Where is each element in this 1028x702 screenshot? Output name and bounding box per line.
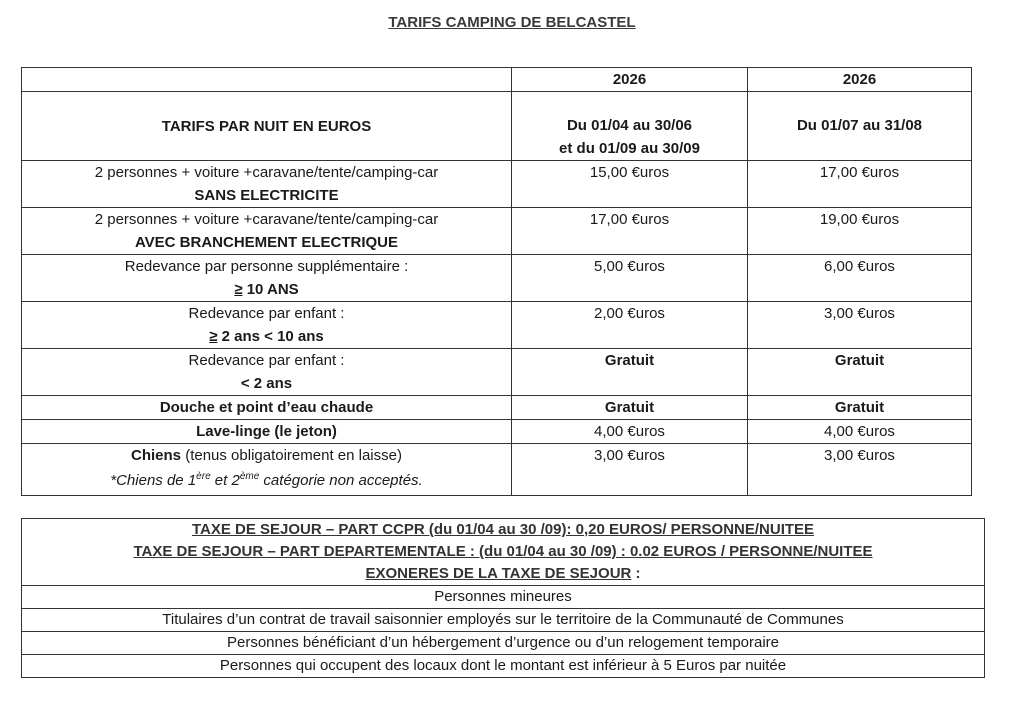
header-empty-cell <box>22 68 512 92</box>
price-period-1: 5,00 €uros <box>512 255 748 302</box>
taxe-header: TAXE DE SEJOUR – PART CCPR (du 01/04 au 30 /09): 0,20 EUROS/ PERSONNE/NUITEE TAXE DE SEJOUR – PART DEPARTEMENTALE : (du 01/04 au 30 /09) : 0.02 EUROS / PERSONNE/NUITEE EXONERES DE LA TAXE DE SEJOUR : <box>22 519 985 586</box>
table-row <box>22 444 972 496</box>
row-label: Douche et point d’eau chaude <box>22 396 512 420</box>
price-period-1: 3,00 €uros <box>512 444 748 496</box>
price-period-1: Gratuit <box>512 396 748 420</box>
tarifs-table <box>21 67 972 496</box>
note-chiens: *Chiens de 1ère et 2ème catégorie non acceptés. <box>110 471 423 489</box>
price-period-1: 17,00 €uros <box>512 208 748 255</box>
table-row <box>22 302 972 349</box>
row-label: Lave-linge (le jeton) <box>22 420 512 444</box>
table-row <box>22 161 972 208</box>
header-label: TARIFS PAR NUIT EN EUROS <box>22 92 512 161</box>
price-period-1: Gratuit <box>512 349 748 396</box>
table-row <box>22 396 972 420</box>
row-label: 2 personnes + voiture +caravane/tente/camping-car AVEC BRANCHEMENT ELECTRIQUE <box>22 208 512 255</box>
row-label: Redevance par enfant : < 2 ans <box>22 349 512 396</box>
row-label: Redevance par enfant : ≥ 2 ans < 10 ans <box>22 302 512 349</box>
table-row <box>22 349 972 396</box>
list-item: Personnes bénéficiant d’un hébergement d’urgence ou d’un relogement temporaire <box>22 632 985 655</box>
taxe-table <box>21 518 985 678</box>
table-row <box>22 255 972 302</box>
row-label: Redevance par personne supplémentaire : ≥ 10 ANS <box>22 255 512 302</box>
list-item: Personnes mineures <box>22 586 985 609</box>
price-period-2: 19,00 €uros <box>748 208 972 255</box>
price-period-2: Gratuit <box>748 396 972 420</box>
price-period-2: 3,00 €uros <box>748 444 972 496</box>
price-period-2: 17,00 €uros <box>748 161 972 208</box>
table-row <box>22 208 972 255</box>
period-2: Du 01/07 au 31/08 <box>748 92 972 161</box>
header-year-row <box>22 68 972 92</box>
row-label: 2 personnes + voiture +caravane/tente/camping-car SANS ELECTRICITE <box>22 161 512 208</box>
header-period-row <box>22 92 972 161</box>
page-title: TARIFS CAMPING DE BELCASTEL <box>388 14 636 31</box>
price-period-2: 6,00 €uros <box>748 255 972 302</box>
price-period-1: 2,00 €uros <box>512 302 748 349</box>
list-item: Personnes qui occupent des locaux dont le montant est inférieur à 5 Euros par nuitée <box>22 655 985 678</box>
price-period-1: 4,00 €uros <box>512 420 748 444</box>
period-1: Du 01/04 au 30/06 et du 01/09 au 30/09 <box>512 92 748 161</box>
year-2: 2026 <box>748 68 972 92</box>
taxe-header-row <box>22 519 985 586</box>
list-item: Titulaires d’un contrat de travail saisonnier employés sur le territoire de la Communauté de Communes <box>22 609 985 632</box>
price-period-2: 4,00 €uros <box>748 420 972 444</box>
row-label: Chiens (tenus obligatoirement en laisse) *Chiens de 1ère et 2ème catégorie non acceptés. <box>22 444 512 496</box>
price-period-2: Gratuit <box>748 349 972 396</box>
price-period-1: 15,00 €uros <box>512 161 748 208</box>
table-row <box>22 420 972 444</box>
year-1: 2026 <box>512 68 748 92</box>
price-period-2: 3,00 €uros <box>748 302 972 349</box>
